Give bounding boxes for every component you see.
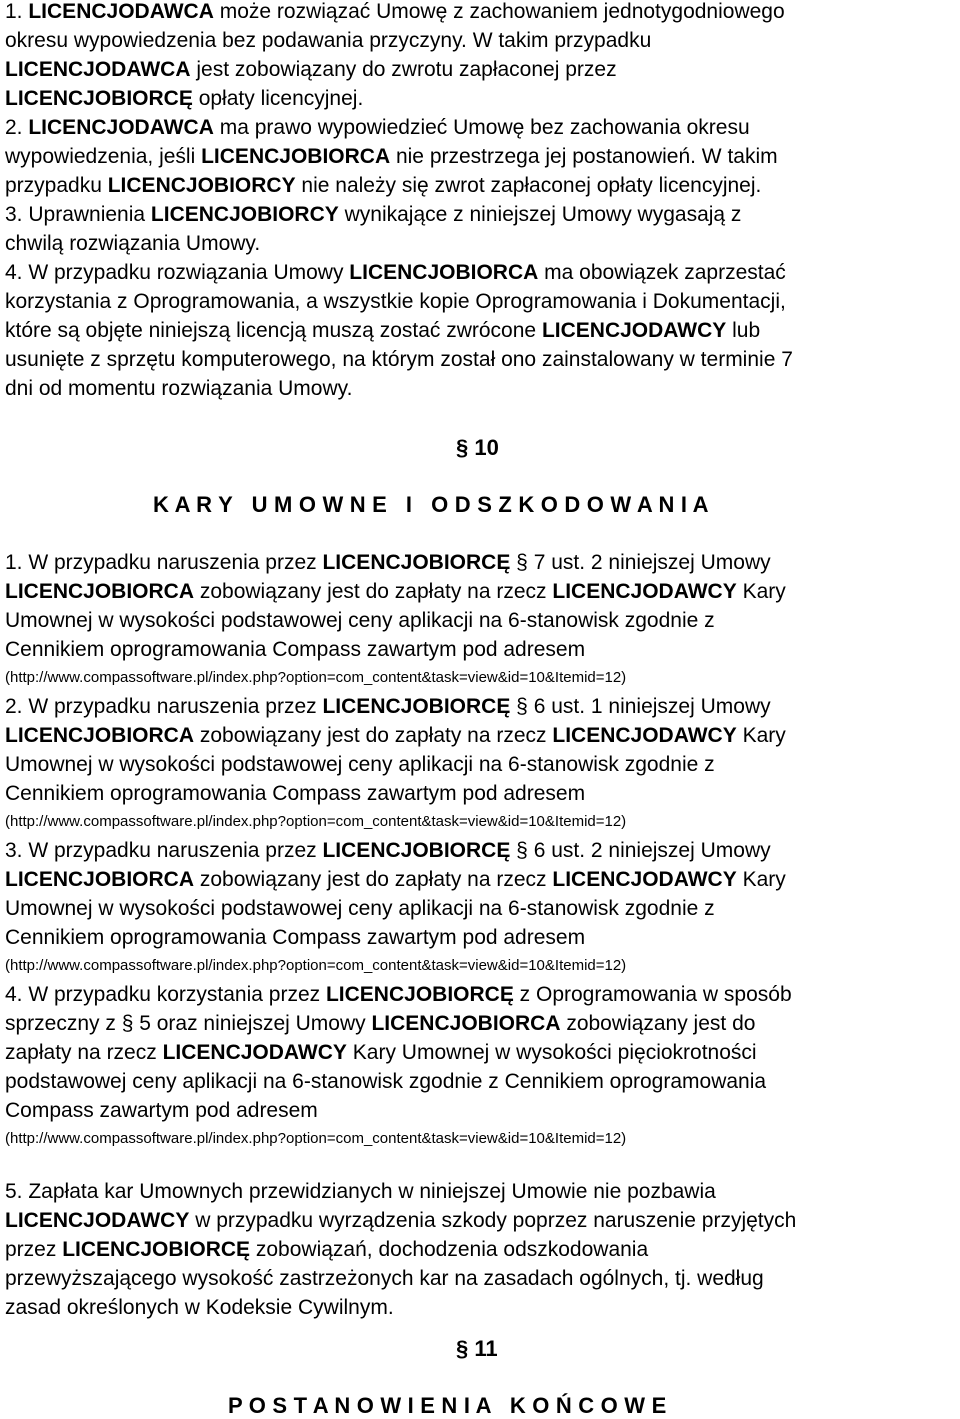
- penalty-2-line-2: LICENCJOBIORCA zobowiązany jest do zapłaty na rzecz LICENCJODAWCY Kary: [5, 724, 786, 747]
- section-10-title: K A R Y U M O W N E I O D S Z K O D O W A N I A: [153, 492, 709, 517]
- penalty-5-line-5: zasad określonych w Kodeksie Cywilnym.: [5, 1296, 394, 1319]
- item-3-line-2: chwilą rozwiązania Umowy.: [5, 232, 261, 255]
- item-2-line-3: przypadku LICENCJOBIORCY nie należy się zwrot zapłaconej opłaty licencyjnej.: [5, 174, 762, 197]
- termination-items: [5, 0, 960, 403]
- penalty-1-line-3: Umownej w wysokości podstawowej ceny aplikacji na 6-stanowisk zgodnie z: [5, 609, 715, 632]
- penalty-4-url: (http://www.compassoftware.pl/index.php?option=com_content&task=view&id=10&Itemid=12): [5, 1130, 627, 1147]
- penalty-3-line-4: Cennikiem oprogramowania Compass zawartym pod adresem: [5, 926, 586, 949]
- penalty-2-url: (http://www.compassoftware.pl/index.php?option=com_content&task=view&id=10&Itemid=12): [5, 813, 627, 830]
- penalty-3-line-3: Umownej w wysokości podstawowej ceny aplikacji na 6-stanowisk zgodnie z: [5, 897, 715, 920]
- penalty-5-line-1: 5. Zapłata kar Umownych przewidzianych w niniejszej Umowie nie pozbawia: [5, 1180, 716, 1203]
- item-4-line-1: 4. W przypadku rozwiązania Umowy LICENCJOBIORCA ma obowiązek zaprzestać: [5, 261, 786, 284]
- penalty-4-line-2: sprzeczny z § 5 oraz niniejszej Umowy LICENCJOBIORCA zobowiązany jest do: [5, 1012, 756, 1035]
- penalty-4-line-1: 4. W przypadku korzystania przez LICENCJOBIORCĘ z Oprogramowania w sposób: [5, 983, 792, 1006]
- penalty-items: [5, 548, 960, 1322]
- penalty-1-url: (http://www.compassoftware.pl/index.php?option=com_content&task=view&id=10&Itemid=12): [5, 669, 627, 686]
- item-3-line-1: 3. Uprawnienia LICENCJOBIORCY wynikające z niniejszej Umowy wygasają z: [5, 203, 742, 226]
- penalty-5-line-2: LICENCJODAWCY w przypadku wyrządzenia szkody poprzez naruszenie przyjętych: [5, 1209, 797, 1232]
- section-10-number: § 10: [456, 435, 499, 460]
- item-1-line-1: 1. LICENCJODAWCA może rozwiązać Umowę z zachowaniem jednotygodniowego: [5, 0, 785, 23]
- item-2-line-2: wypowiedzenia, jeśli LICENCJOBIORCA nie przestrzega jej postanowień. W takim: [5, 145, 778, 168]
- penalty-1-line-1: 1. W przypadku naruszenia przez LICENCJOBIORCĘ § 7 ust. 2 niniejszej Umowy: [5, 551, 771, 574]
- item-1-line-3: LICENCJODAWCA jest zobowiązany do zwrotu zapłaconej przez: [5, 58, 617, 81]
- penalty-4-line-4: podstawowej ceny aplikacji na 6-stanowisk zgodnie z Cennikiem oprogramowania: [5, 1070, 767, 1093]
- penalty-1-line-4: Cennikiem oprogramowania Compass zawartym pod adresem: [5, 638, 586, 661]
- item-4-line-4: usunięte z sprzętu komputerowego, na którym został ono zainstalowany w terminie 7: [5, 348, 793, 371]
- penalty-4-line-3: zapłaty na rzecz LICENCJODAWCY Kary Umownej w wysokości pięciokrotności: [5, 1041, 757, 1064]
- penalty-4-line-5: Compass zawartym pod adresem: [5, 1099, 318, 1122]
- penalty-3-line-2: LICENCJOBIORCA zobowiązany jest do zapłaty na rzecz LICENCJODAWCY Kary: [5, 868, 786, 891]
- penalty-2-line-3: Umownej w wysokości podstawowej ceny aplikacji na 6-stanowisk zgodnie z: [5, 753, 715, 776]
- penalty-2-line-1: 2. W przypadku naruszenia przez LICENCJOBIORCĘ § 6 ust. 1 niniejszej Umowy: [5, 695, 771, 718]
- item-1-line-4: LICENCJOBIORCĘ opłaty licencyjnej.: [5, 87, 364, 110]
- penalty-2-line-4: Cennikiem oprogramowania Compass zawartym pod adresem: [5, 782, 586, 805]
- penalty-3-line-1: 3. W przypadku naruszenia przez LICENCJOBIORCĘ § 6 ust. 2 niniejszej Umowy: [5, 839, 771, 862]
- item-4-line-3: które są objęte niniejszą licencją muszą zostać zwrócone LICENCJODAWCY lub: [5, 319, 761, 342]
- section-11-title: P O S T A N O W I E N I A K O Ń C O W E: [228, 1393, 667, 1418]
- item-4-line-5: dni od momentu rozwiązania Umowy.: [5, 377, 353, 400]
- penalty-5-line-3: przez LICENCJOBIORCĘ zobowiązań, dochodzenia odszkodowania: [5, 1238, 649, 1261]
- penalty-3-url: (http://www.compassoftware.pl/index.php?option=com_content&task=view&id=10&Itemid=12): [5, 957, 627, 974]
- item-2-line-1: 2. LICENCJODAWCA ma prawo wypowiedzieć Umowę bez zachowania okresu: [5, 116, 750, 139]
- item-4-line-2: korzystania z Oprogramowania, a wszystkie kopie Oprogramowania i Dokumentacji,: [5, 290, 786, 313]
- item-1-line-2: okresu wypowiedzenia bez podawania przyczyny. W takim przypadku: [5, 29, 652, 52]
- penalty-1-line-2: LICENCJOBIORCA zobowiązany jest do zapłaty na rzecz LICENCJODAWCY Kary: [5, 580, 786, 603]
- penalty-5-line-4: przewyższającego wysokość zastrzeżonych kar na zasadach ogólnych, tj. według: [5, 1267, 764, 1290]
- section-11-number: § 11: [456, 1336, 498, 1361]
